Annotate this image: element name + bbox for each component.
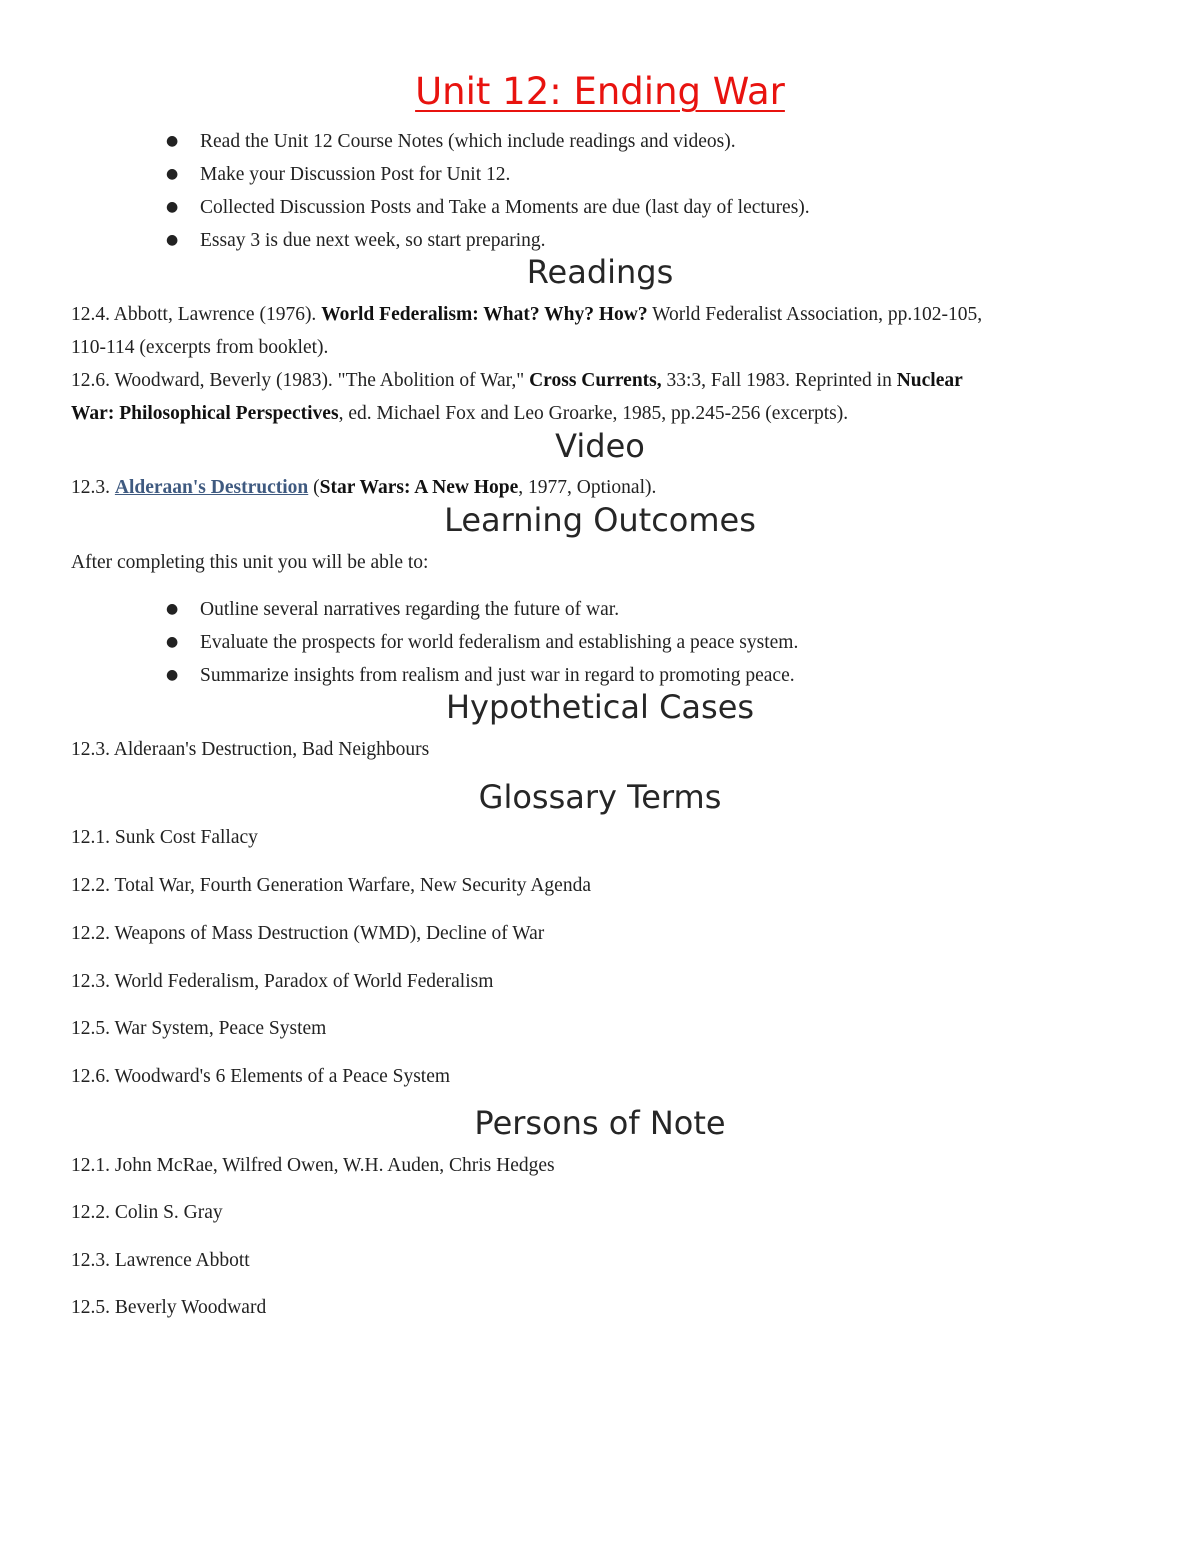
person-item: 12.5. Beverly Woodward <box>71 1297 267 1318</box>
readings-heading: Readings <box>526 253 674 291</box>
video-heading: Video <box>555 427 645 465</box>
glossary-item: 12.3. World Federalism, Paradox of World Federalism <box>71 971 494 992</box>
glossary-item: 12.6. Woodward's 6 Elements of a Peace System <box>71 1066 451 1087</box>
journal-title: Cross Currents, <box>529 370 662 391</box>
outcomes-intro: After completing this unit you will be able to: <box>71 552 429 573</box>
persons-heading: Persons of Note <box>474 1104 726 1142</box>
video-item: 12.3. Alderaan's Destruction (Star Wars: A New Hope, 1977, Optional). <box>71 477 657 498</box>
person-item: 12.1. John McRae, Wilfred Owen, W.H. Auden, Chris Hedges <box>71 1155 555 1176</box>
person-item: 12.3. Lawrence Abbott <box>71 1250 250 1271</box>
reading-title: World Federalism: What? Why? How? <box>321 304 648 325</box>
bullet-icon: ● <box>166 232 179 248</box>
reading-item: 12.4. Abbott, Lawrence (1976). World Federalism: What? Why? How? World Federalist Association, pp.102-105, <box>71 304 983 325</box>
person-item: 12.2. Colin S. Gray <box>71 1202 223 1223</box>
case-item: 12.3. Alderaan's Destruction, Bad Neighbours <box>71 739 430 760</box>
glossary-heading: Glossary Terms <box>478 778 722 816</box>
book-title: Nuclear <box>896 370 963 391</box>
reading-item: 12.6. Woodward, Beverly (1983). "The Abolition of War," Cross Currents, 33:3, Fall 1983. Reprinted in Nuclear <box>71 370 963 391</box>
bullet-icon: ● <box>166 667 179 683</box>
book-title: War: Philosophical Perspectives <box>71 403 339 424</box>
glossary-item: 12.2. Total War, Fourth Generation Warfare, New Security Agenda <box>71 875 591 896</box>
glossary-item: 12.2. Weapons of Mass Destruction (WMD), Decline of War <box>71 923 545 944</box>
page-title: Unit 12: Ending War <box>415 70 785 113</box>
reading-item-continued: War: Philosophical Perspectives, ed. Michael Fox and Leo Groarke, 1985, pp.245-256 (excerpts). <box>71 403 849 424</box>
document-page: Unit 12: Ending War ● Read the Unit 12 Course Notes (which include readings and videos). ● Make your Discussion Post for Unit 12. ● Collected Discussion Posts and Take a Moments are due (last day of lectures). ● Essay 3 is due next week, so start preparing. Readings 12.4. Abbott, Lawrence (1976). World Federalism: What? Why? How? World Federalist Association, pp.102-105, 110-114 (excerpts from booklet). 12.6. Woodward, Beverly (1983). "The Abolition of War," Cross Currents, 33:3, Fall 1983. Reprinted in Nuclear War: Philosophical Perspectives, ed. Michael Fox and Leo Groarke, 1985, pp.245-256 (excerpts). Video 12.3. Alderaan's Destruction (Star Wars: A New Hope, 1977, Optional). Learning Outcomes After completing this unit you will be able to: ● Outline several narratives regarding the future of war. ● Evaluate the prospects for world federalism and establishing a peace system. ● Summarize insights from realism and just war in regard to promoting peace. Hypothetical Cases 12.3. Alderaan's Destruction, Bad Neighbours Glossary Terms 12.1. Sunk Cost Fallacy 12.2. Total War, Fourth Generation Warfare, New Security Agenda 12.2. Weapons of Mass Destruction (WMD), Decline of War 12.3. World Federalism, Paradox of World Federalism 12.5. War System, Peace System 12.6. Woodward's 6 Elements of a Peace System Persons of Note 12.1. John McRae, Wilfred Owen, W.H. Auden, Chris Hedges 12.2. Colin S. Gray 12.3. Lawrence Abbott 12.5. Beverly Woodward <box>0 0 1200 1553</box>
bullet-icon: ● <box>166 601 179 617</box>
reading-item-continued: 110-114 (excerpts from booklet). <box>71 337 329 358</box>
bullet-icon: ● <box>166 199 179 215</box>
cases-heading: Hypothetical Cases <box>445 688 755 726</box>
video-link[interactable]: Alderaan's Destruction <box>114 477 309 498</box>
glossary-item: 12.5. War System, Peace System <box>71 1018 327 1039</box>
bullet-icon: ● <box>166 133 179 149</box>
bullet-icon: ● <box>166 166 179 182</box>
outcomes-heading: Learning Outcomes <box>444 501 756 539</box>
film-title: Star Wars: A New Hope <box>319 477 519 498</box>
bullet-icon: ● <box>166 634 179 650</box>
glossary-item: 12.1. Sunk Cost Fallacy <box>71 827 258 848</box>
